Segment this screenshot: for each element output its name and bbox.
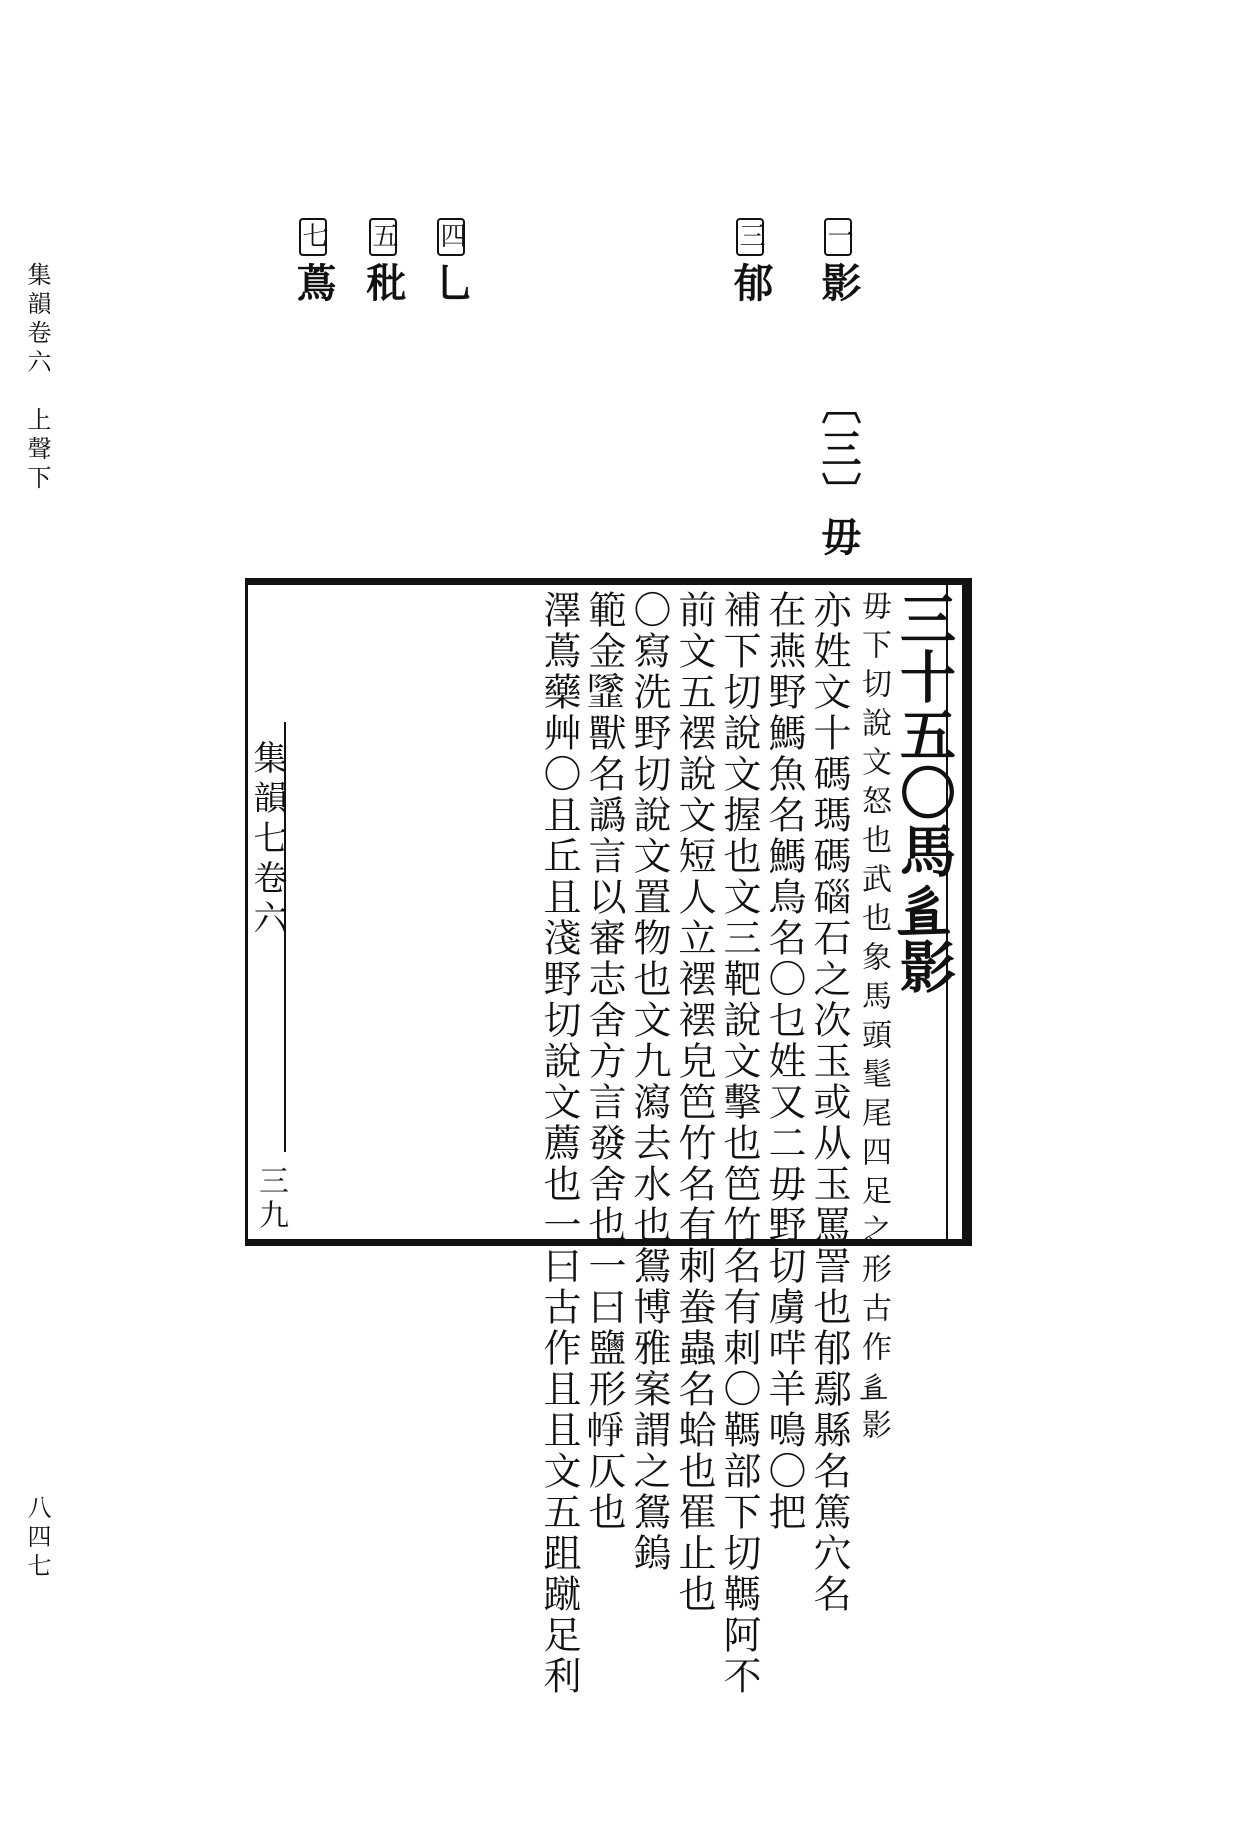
center-fold-page: 三九 [253,1165,288,1233]
collation-note-2: 〔三〕毋 [815,384,862,560]
text-columns [262,590,957,1697]
text-column: 亦姓文十碼瑪碼碯石之次玉或从玉罵詈也郁鄢縣名篤穴名 [807,590,851,1615]
page-number: 八四七 [23,1495,51,1582]
collation-note-6: 七蔦 [290,218,336,306]
text-column: 三十五〇馬𢒉影 [891,590,957,996]
text-column: 毋下切說文怒也武也象馬頭髦尾四足之形古作𢒉影 [856,590,891,1448]
collation-note-3: 三郁 [727,218,773,306]
text-column: 範金𩐌獸名譌言以審志舍方言發舍也一曰鹽形𢂰仄也 [582,590,626,1533]
collation-note-4: 四乚 [428,218,474,306]
text-column: 〇寫洗野切說文置物也文九瀉去水也鴛博雅案謂之鴛鎢 [627,590,671,1574]
collation-note-1: 一影 [815,218,861,306]
collation-note-5: 五秕 [360,218,406,306]
text-column: 前文五䙓說文短人立䙓䙓皃笆竹名有刺䖭蟲名蛤也䍜止也 [672,590,716,1615]
text-column: 澤蔦藥艸〇且丘且淺野切說文薦也一曰古作且且文五跙蹴足利 [537,590,581,1697]
text-column: 在燕野鰢魚名鰢鳥名〇乜姓又二毋野切虜哶羊鳴〇把 [762,590,806,1533]
center-fold-label: 集韻七卷六 [247,740,287,940]
text-column: 補下切說文握也文三靶說文擊也笆竹名有刺〇䩻部下切䩻阿不 [717,590,761,1697]
margin-title: 集韻卷六 上聲下 [23,262,51,494]
